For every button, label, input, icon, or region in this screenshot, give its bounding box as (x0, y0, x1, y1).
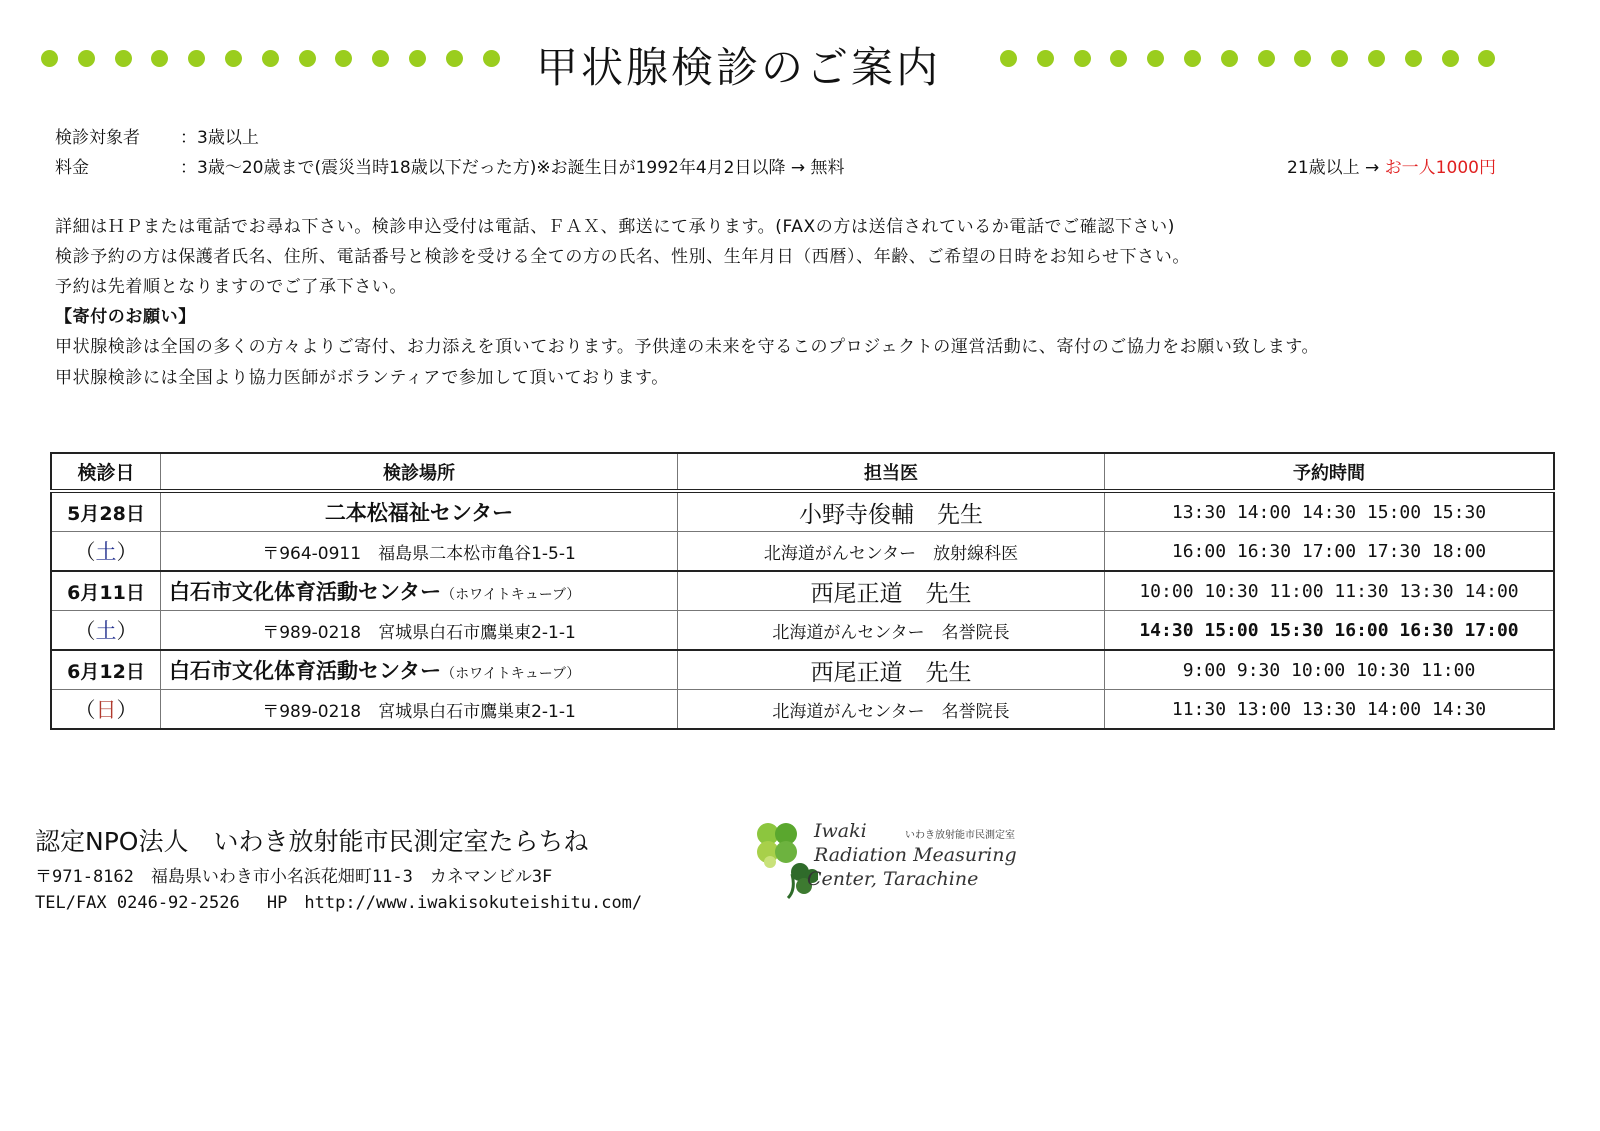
doctor-name: 小野寺俊輔 先生 (678, 491, 1105, 532)
dot-icon (225, 50, 242, 67)
table-row (51, 532, 1554, 572)
dot-icon (1405, 50, 1422, 67)
fee-adult (1287, 153, 1496, 178)
place-note: （ホワイトキューブ） (441, 666, 581, 682)
dot-icon (409, 50, 426, 67)
dot-icon (1258, 50, 1275, 67)
place-address: 〒964-0911 福島県二本松市亀谷1-5-1 (161, 532, 678, 572)
exam-date: 5月28日 (51, 491, 161, 532)
day-of-week: （日） (51, 690, 161, 730)
dot-icon (262, 50, 279, 67)
logo-jp: いわき放射能市民測定室 (905, 830, 1015, 841)
dot-row-left (41, 50, 519, 67)
schedule-table (50, 452, 1555, 730)
dot-icon (188, 50, 205, 67)
place-name-text: 白石市文化体育活動センター (169, 659, 442, 683)
footer-org-name: 認定NPO法人 いわき放射能市民測定室たらちね (35, 827, 589, 856)
paragraph: 検診予約の方は保護者氏名、住所、電話番号と検診を受ける全ての方の氏名、性別、生年月日（西暦）、年齢、ご希望の日時をお知らせ下さい。 (55, 247, 1190, 267)
org-logo (752, 820, 1032, 900)
fee-label: 料金 (55, 158, 89, 178)
doctor-org: 北海道がんセンター 名誉院長 (678, 690, 1105, 730)
dot-icon (78, 50, 95, 67)
donation-line: 甲状腺検診は全国の多くの方々よりご寄付、お力添えを頂いております。予供達の未来を守るこのプロジェクトの運営活動に、寄付のご協力をお願い致します。 (55, 337, 1320, 357)
day-of-week: （土） (51, 611, 161, 651)
logo-line2: Radiation Measuring (814, 844, 1017, 866)
dot-icon (372, 50, 389, 67)
footer-address: 〒971-8162 福島県いわき市小名浜花畑町11-3 カネマンビル3F (35, 867, 553, 887)
dot-icon (299, 50, 316, 67)
place-name-text: 白石市文化体育活動センター (169, 580, 442, 604)
place-address: 〒989-0218 宮城県白石市鷹巣東2-1-1 (161, 611, 678, 651)
paragraph: 予約は先着順となりますのでご了承下さい。 (55, 277, 407, 297)
table-row (51, 571, 1554, 611)
doctor-name: 西尾正道 先生 (678, 650, 1105, 690)
day-of-week-text: 土 (95, 619, 117, 643)
place-address: 〒989-0218 宮城県白石市鷹巣東2-1-1 (161, 690, 678, 730)
time-slots: 13:30 14:00 14:30 15:00 15:30 (1105, 491, 1555, 532)
dot-icon (1184, 50, 1201, 67)
paragraph: 詳細はＨＰまたは電話でお尋ね下さい。検診申込受付は電話、ＦＡＸ、郵送にて承ります。(FAXの方は送信されているか電話でご確認下さい) (55, 217, 1175, 237)
dot-icon (1074, 50, 1091, 67)
time-slots: 16:00 16:30 17:00 17:30 18:00 (1105, 532, 1555, 572)
logo-line1: Iwaki (814, 820, 867, 842)
target-line (55, 123, 259, 148)
dot-icon (1147, 50, 1164, 67)
dot-icon (483, 50, 500, 67)
dot-icon (335, 50, 352, 67)
dot-icon (1110, 50, 1127, 67)
dot-row-right (1000, 50, 1515, 67)
fee-adult-prefix: 21歳以上 → (1287, 158, 1385, 178)
dot-icon (151, 50, 168, 67)
target-label: 検診対象者 (55, 128, 140, 148)
dot-icon (446, 50, 463, 67)
dot-icon (1442, 50, 1459, 67)
place-name (161, 650, 678, 690)
fee-value: ：3歳～20歳まで(震災当時18歳以下だった方)※お誕生日が1992年4月2日以降 → 無料 (180, 158, 845, 178)
logo-line3: Center, Tarachine (807, 868, 979, 890)
header-place: 検診場所 (161, 453, 678, 491)
page-title: 甲状腺検診のご案内 (536, 43, 942, 92)
dot-icon (1037, 50, 1054, 67)
dot-icon (41, 50, 58, 67)
dot-icon (1368, 50, 1385, 67)
doctor-name: 西尾正道 先生 (678, 571, 1105, 611)
exam-date: 6月12日 (51, 650, 161, 690)
header-doctor: 担当医 (678, 453, 1105, 491)
dot-icon (1331, 50, 1348, 67)
place-note: （ホワイトキューブ） (441, 587, 581, 603)
doctor-org: 北海道がんセンター 名誉院長 (678, 611, 1105, 651)
table-row (51, 491, 1554, 532)
table-header-row (51, 453, 1554, 491)
footer-contact: TEL/FAX 0246-92-2526 HP http://www.iwakisokuteishitu.com/ (35, 893, 643, 913)
dot-icon (1000, 50, 1017, 67)
table-row (51, 611, 1554, 651)
time-slots: 9:00 9:30 10:00 10:30 11:00 (1105, 650, 1555, 690)
exam-date: 6月11日 (51, 571, 161, 611)
place-name (161, 571, 678, 611)
dot-icon (115, 50, 132, 67)
table-row (51, 650, 1554, 690)
fee-line (55, 153, 845, 178)
dot-icon (1478, 50, 1495, 67)
day-of-week-text: 日 (95, 698, 117, 722)
day-of-week-text: 土 (95, 540, 117, 564)
header-date: 検診日 (51, 453, 161, 491)
time-slots: 14:30 15:00 15:30 16:00 16:30 17:00 (1105, 611, 1555, 651)
time-slots: 11:30 13:00 13:30 14:00 14:30 (1105, 690, 1555, 730)
place-name-text: 二本松福祉センター (324, 501, 514, 525)
day-of-week: （土） (51, 532, 161, 572)
target-value: ：3歳以上 (180, 128, 259, 148)
dot-icon (1294, 50, 1311, 67)
time-slots: 10:00 10:30 11:00 11:30 13:30 14:00 (1105, 571, 1555, 611)
donation-heading: 【寄付のお願い】 (55, 307, 196, 327)
dot-icon (1221, 50, 1238, 67)
table-row (51, 690, 1554, 730)
place-name (161, 491, 678, 532)
donation-line: 甲状腺検診には全国より協力医師がボランティアで参加して頂いております。 (55, 368, 669, 388)
doctor-org: 北海道がんセンター 放射線科医 (678, 532, 1105, 572)
header-time: 予約時間 (1105, 453, 1555, 491)
fee-adult-price: お一人1000円 (1384, 158, 1496, 178)
